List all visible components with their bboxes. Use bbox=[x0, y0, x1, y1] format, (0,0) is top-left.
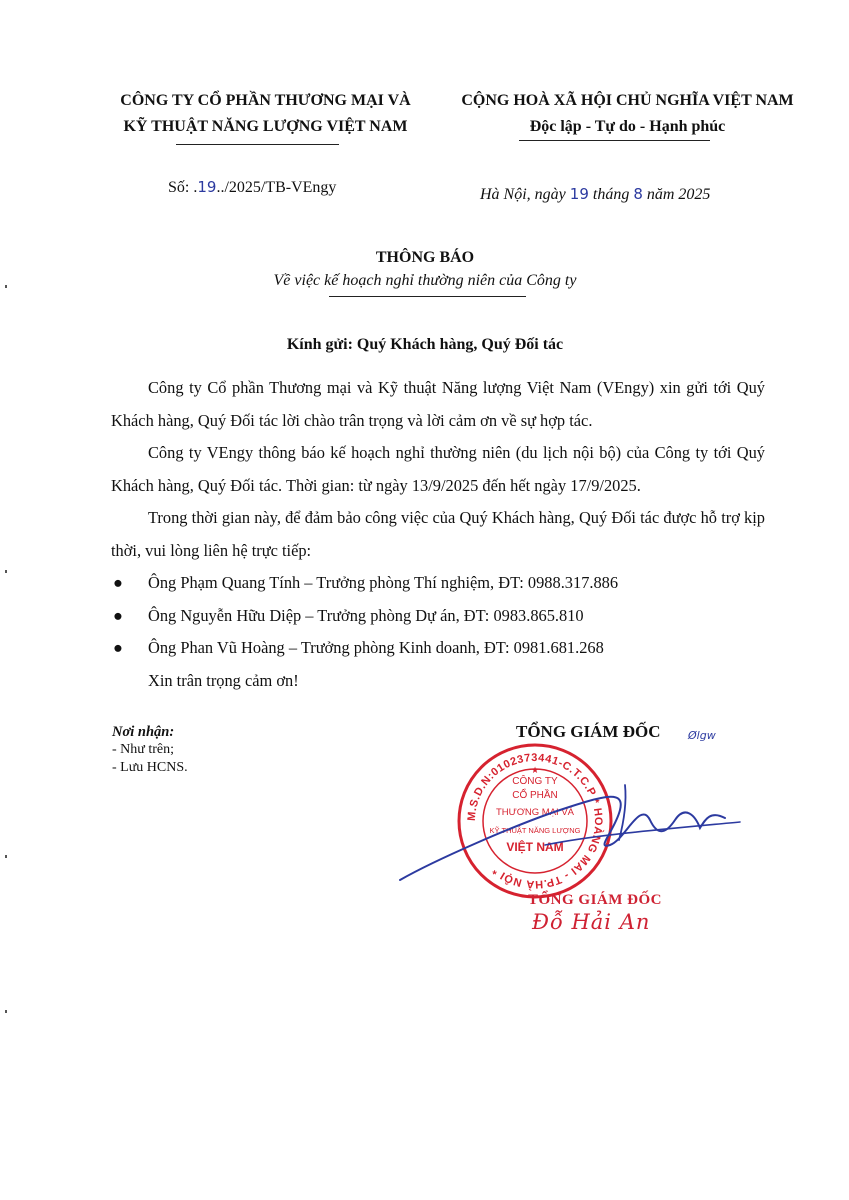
date-line bbox=[480, 185, 710, 204]
company-header bbox=[88, 88, 443, 140]
date-day-handwritten: 19 bbox=[569, 185, 589, 203]
margin-mark bbox=[5, 855, 7, 858]
margin-mark bbox=[5, 1010, 7, 1013]
signature-scribble bbox=[395, 780, 745, 890]
subtitle-underline bbox=[329, 296, 526, 297]
body-paragraph-intro: Công ty Cổ phần Thương mại và Kỹ thuật Năng lượng Việt Nam (VEngy) xin gửi tới Quý Khách hàng, Quý Đối tác lời chào trân trọng và lời cảm ơn về sự hợp tác. bbox=[111, 378, 765, 430]
national-motto: Độc lập - Tự do - Hạnh phúc bbox=[529, 118, 726, 135]
recipient-item: - Như trên; bbox=[112, 742, 175, 757]
bullet-icon: ● bbox=[113, 638, 123, 657]
document-body bbox=[111, 372, 765, 697]
date-month-handwritten: 8 bbox=[633, 185, 643, 203]
national-title: CỘNG HOÀ XÃ HỘI CHỦ NGHĨA VIỆT NAM bbox=[461, 92, 794, 109]
signature-subtitle-stamp: TỔNG GIÁM ĐỐC bbox=[528, 892, 662, 908]
contact-text: Ông Phan Vũ Hoàng – Trưởng phòng Kinh doanh, ĐT: 0981.681.268 bbox=[148, 638, 604, 657]
company-name-line2: KỸ THUẬT NĂNG LƯỢNG VIỆT NAM bbox=[123, 118, 408, 135]
stamp-star-icon: ★ bbox=[530, 765, 540, 775]
company-underline bbox=[176, 144, 339, 145]
bullet-icon: ● bbox=[113, 605, 123, 625]
recipients-label: Nơi nhận: bbox=[112, 724, 175, 740]
national-header bbox=[440, 88, 815, 140]
doc-number-prefix: Số: . bbox=[168, 179, 198, 196]
contact-item bbox=[111, 600, 765, 633]
stamp-center-line: THƯƠNG MẠI VÀ bbox=[495, 807, 575, 818]
initials-mark: Ølgw bbox=[688, 729, 716, 742]
stamp-center-line: VIỆT NAM bbox=[506, 840, 564, 854]
company-name-line1: CÔNG TY CỔ PHẦN THƯƠNG MẠI VÀ bbox=[120, 92, 411, 109]
stamp-ring-text: M.S.D.N:0102373441-C.T.C.P * HOÀNG MAI - TP.HÀ NỘI * bbox=[465, 751, 605, 891]
recipient-item: - Lưu HCNS. bbox=[112, 760, 188, 775]
margin-mark bbox=[5, 570, 7, 573]
contact-text: Ông Phạm Quang Tính – Trưởng phòng Thí nghiệm, ĐT: 0988.317.886 bbox=[148, 573, 619, 592]
date-month-label: tháng bbox=[588, 186, 634, 203]
document-subtitle: Về việc kế hoạch nghỉ thường niên của Công ty bbox=[273, 272, 577, 289]
signature-stroke bbox=[400, 797, 725, 880]
contact-list bbox=[111, 567, 765, 665]
doc-number-handwritten: 19 bbox=[197, 178, 217, 196]
recipients-block bbox=[112, 723, 188, 777]
document-title: THÔNG BÁO bbox=[375, 249, 475, 266]
contact-text: Ông Nguyễn Hữu Diệp – Trưởng phòng Dự án, ĐT: 0983.865.810 bbox=[148, 605, 584, 625]
margin-mark bbox=[5, 285, 7, 288]
body-paragraph-schedule: Công ty VEngy thông báo kế hoạch nghỉ thường niên (du lịch nội bộ) của Công ty tới Quý Khách hàng, Quý Đối tác. Thời gian: từ ngày 13/9/2025 đến hết ngày 17/9/2025. bbox=[111, 443, 765, 495]
contact-item bbox=[111, 567, 765, 600]
date-place: Hà Nội, ngày bbox=[480, 186, 570, 203]
stamp-center-line: KỸ THUẬT NĂNG LƯỢNG bbox=[489, 826, 581, 835]
salutation: Kính gửi: Quý Khách hàng, Quý Đối tác bbox=[286, 336, 564, 353]
closing-line: Xin trân trọng cảm ơn! bbox=[148, 670, 299, 690]
signature-underline-stroke bbox=[545, 822, 740, 845]
motto-underline bbox=[519, 140, 710, 141]
contact-item bbox=[111, 632, 765, 665]
stamp-center-line: CỔ PHẦN bbox=[512, 790, 558, 801]
document-number bbox=[168, 178, 336, 197]
signature-title: TỔNG GIÁM ĐỐC bbox=[516, 722, 661, 741]
date-year: năm 2025 bbox=[642, 186, 711, 203]
bullet-icon: ● bbox=[113, 573, 123, 592]
doc-number-suffix: ../2025/TB-VEngy bbox=[216, 179, 337, 196]
stamp-center-line: CÔNG TY bbox=[512, 776, 558, 787]
signatory-name: Đỗ Hải An bbox=[532, 910, 651, 934]
body-paragraph-contact: Trong thời gian này, để đảm bảo công việc của Quý Khách hàng, Quý Đối tác được hỗ trợ kịp thời, vui lòng liên hệ trực tiếp: bbox=[111, 508, 765, 560]
